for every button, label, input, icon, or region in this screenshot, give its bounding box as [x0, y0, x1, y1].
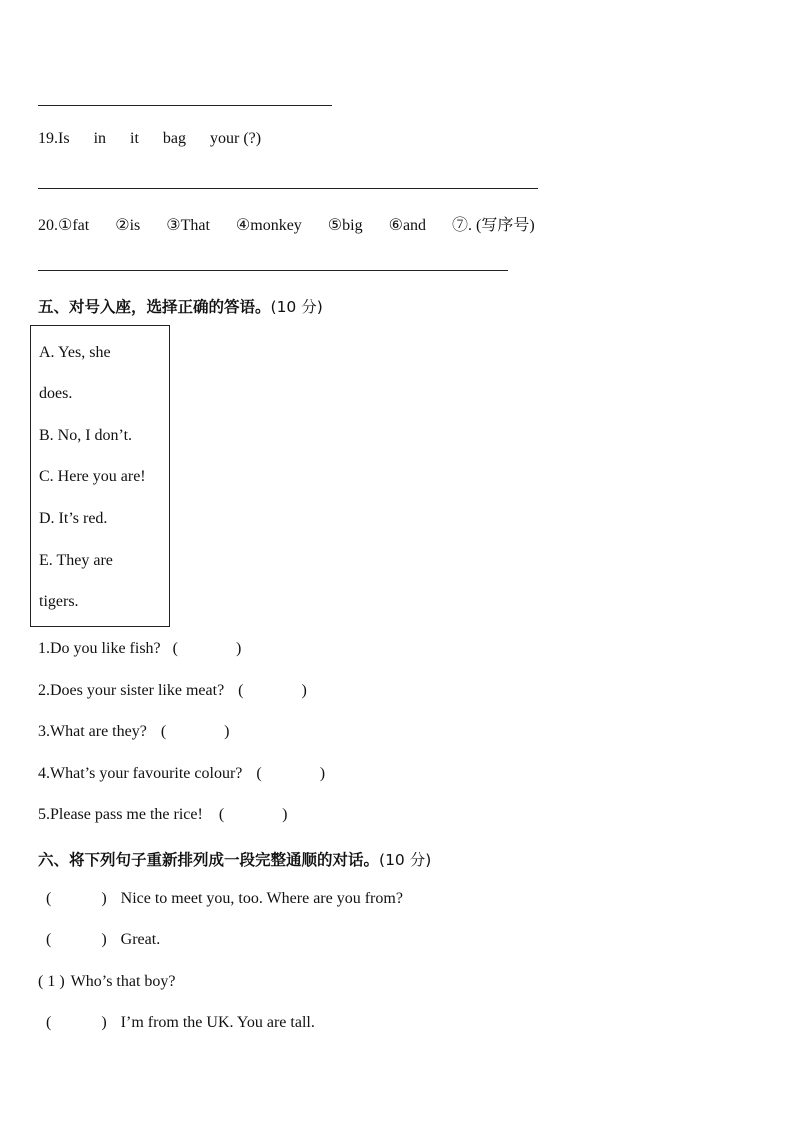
section-6-heading — [38, 848, 431, 870]
answer-blank-4-close: ) — [319, 765, 326, 782]
answer-line-19[interactable] — [38, 188, 538, 189]
question-20-number: 20. — [38, 217, 58, 234]
section-6-title: 六、将下列句子重新排列成一段完整通顺的对话。 — [38, 851, 380, 869]
choice-a-line-2: does. — [39, 385, 73, 402]
answer-blank-3-close: ) — [224, 723, 230, 740]
choice-a-line-1: A. Yes, she — [39, 344, 111, 361]
section-5-question-4: 4.What’s your favourite colour? ( ) — [38, 765, 326, 782]
question-20-option-2: ②is — [115, 217, 141, 234]
choice-b: B. No, I don’t. — [39, 427, 133, 444]
question-19-number-word — [38, 130, 70, 148]
question-20-option-6: ⑥and — [388, 217, 427, 234]
section-5-question-5: 5.Please pass me the rice! ( ) — [38, 806, 288, 823]
question-20-option-7: ⑦. (写序号) — [452, 217, 535, 234]
question-20-option-1: 20.①fat — [38, 217, 90, 234]
question-19-word-1: Is — [58, 130, 70, 147]
section-5-question-2: 2.Does your sister like meat? ( ) — [38, 682, 307, 699]
question-20-option-3: ③That — [166, 217, 210, 234]
answer-blank-5-close: ) — [282, 806, 288, 823]
dialogue-blank-4-open[interactable]: ( — [46, 1014, 52, 1031]
dialogue-text-1: Nice to meet you, too. Where are you from? — [120, 890, 403, 907]
choice-e-line-1: E. They are — [39, 552, 113, 569]
dialogue-line-1 — [46, 890, 403, 908]
dialogue-line-3 — [38, 973, 176, 991]
question-19-word-2: in — [93, 130, 107, 147]
dialogue-text-4: I’m from the UK. You are tall. — [120, 1014, 315, 1031]
answer-blank-2-close: ) — [301, 682, 307, 699]
dialogue-text-3: Who’s that boy? — [70, 973, 176, 990]
dialogue-blank-2-open[interactable]: ( — [46, 931, 52, 948]
choice-c: C. Here you are! — [39, 468, 146, 485]
answer-blank-5-open[interactable]: ( — [218, 806, 225, 823]
question-19-word-3: it — [130, 130, 139, 147]
dialogue-blank-1-close: ) — [101, 890, 107, 907]
dialogue-text-2: Great. — [120, 931, 161, 948]
question-19-word-5: your (?) — [210, 130, 262, 147]
section-5-question-1: 1.Do you like fish? ( ) — [38, 640, 242, 657]
section-6-score: (10 分) — [379, 851, 432, 869]
section-5-heading — [38, 295, 323, 317]
answer-blank-4-open[interactable]: ( — [256, 765, 262, 782]
section-5-question-3: 3.What are they? ( ) — [38, 723, 230, 740]
dialogue-line-4 — [46, 1014, 315, 1032]
section-5-title: 五、对号入座，选择正确的答语。 — [38, 298, 271, 316]
choice-e-line-2: tigers. — [39, 593, 79, 610]
answer-line-18[interactable] — [38, 105, 332, 106]
question-20 — [38, 212, 535, 235]
question-19-number: 19. — [38, 130, 58, 147]
section-5-score: (10 分) — [270, 298, 323, 316]
dialogue-blank-1-open[interactable]: ( — [46, 890, 52, 907]
answer-blank-1-close: ) — [235, 640, 242, 657]
dialogue-line-2 — [46, 931, 160, 949]
question-20-option-4: ④monkey — [235, 217, 302, 234]
answer-blank-3-open[interactable]: ( — [160, 723, 167, 740]
answer-blank-1-open[interactable]: ( — [172, 640, 178, 657]
dialogue-number-3: ( 1 ) — [38, 973, 65, 990]
question-19-word-4: bag — [162, 130, 187, 147]
choices-box — [30, 325, 170, 627]
dialogue-blank-2-close: ) — [101, 931, 107, 948]
answer-line-20[interactable] — [38, 270, 508, 271]
choice-d: D. It’s red. — [39, 510, 108, 527]
question-20-option-5: ⑤big — [327, 217, 363, 234]
answer-blank-2-open[interactable]: ( — [238, 682, 244, 699]
question-19 — [38, 130, 261, 148]
dialogue-blank-4-close: ) — [101, 1014, 107, 1031]
